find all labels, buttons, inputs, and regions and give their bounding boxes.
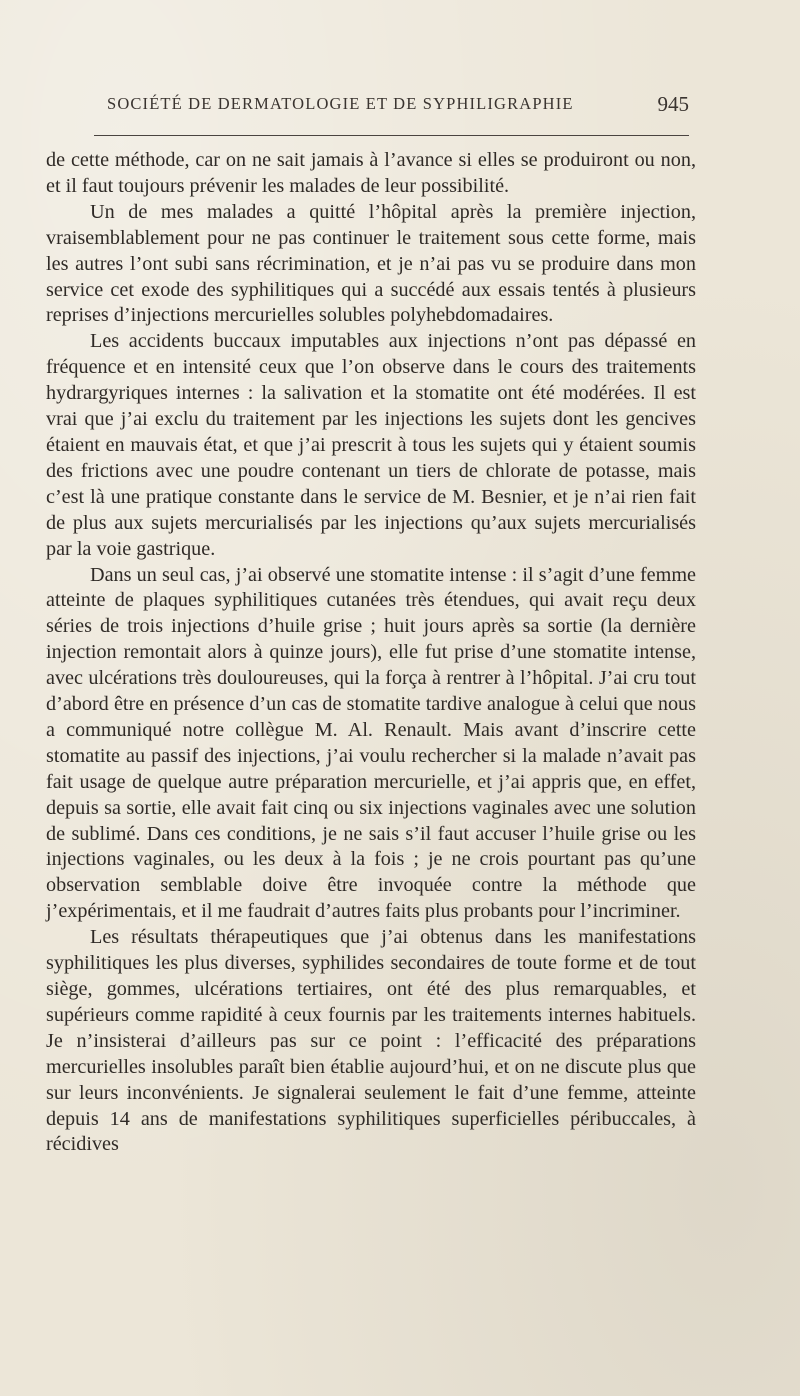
body-text — [46, 148, 696, 1158]
page-number: 945 — [657, 92, 689, 116]
header-rule — [94, 135, 689, 136]
running-head — [107, 94, 689, 120]
running-title: SOCIÉTÉ DE DERMATOLOGIE ET DE SYPHILIGRAPHIE — [107, 94, 574, 113]
paragraph-departures: Un de mes malades a quitté l’hôpital après la première injection, vraisemblablement pour ne pas continuer le traitement sous cette forme, mais les autres l’ont subi sans récrimination, et je n’ai pas vu se produire dans mon service cet exode des syphilitiques qui a succédé aux essais tentés à plusieurs reprises d’injections mercurielles solubles polyhebdomadaires. — [46, 200, 696, 327]
paragraph-therapeutic-results: Les résultats thérapeutiques que j’ai obtenus dans les manifestations syphilitiques les plus diverses, syphilides secondaires de toute forme et de tout siège, gommes, ulcérations tertiaires, ont été des plus remarquables, et supérieurs comme rapidité à ceux fournis par les traitements internes habituels. Je n’insisterai d’ailleurs pas sur ce point : l’efficacité des préparations mercurielles insolubles paraît bien établie aujourd’hui, et on ne discute plus que sur leurs inconvénients. Je signalerai seulement le fait d’une femme, atteinte depuis 14 ans de manifestations syphilitiques superficielles péribuccales, à récidives — [46, 926, 696, 1156]
paragraph-oral-accidents: Les accidents buccaux imputables aux injections n’ont pas dépassé en fréquence et en intensité ceux que l’on observe dans le cours des traitements hydrargyriques internes : la salivation et la stomatite ont été modérées. Il est vrai que j’ai exclu du traitement par les injections les sujets dont les gencives étaient en mauvais état, et que j’ai prescrit à tous les sujets qui y étaient soumis des frictions avec une poudre contenant un tiers de chlorate de potasse, mais c’est là une pratique constante dans le service de M. Besnier, et je n’ai rien fait de plus aux sujets mercurialisés par les injections qu’aux sujets mercurialisés par la voie gastrique. — [46, 330, 696, 560]
paragraph-stomatitis-case: Dans un seul cas, j’ai observé une stomatite intense : il s’agit d’une femme atteinte de plaques syphilitiques cutanées très étendues, qui avait reçu deux séries de trois injections d’huile grise ; huit jours après sa sortie (la dernière injection remontait alors à quinze jours), elle fut prise d’une stomatite intense, avec ulcérations très douloureuses, qui la força à rentrer à l’hôpital. J’ai cru tout d’abord être en présence d’un cas de stomatite tardive analogue à celui que nous a communiqué notre collègue M. Al. Renault. Mais avant d’inscrire cette stomatite au passif des injections, j’ai voulu rechercher si la malade n’avait pas fait usage de quelque autre préparation mercurielle, et j’ai appris que, en effet, depuis sa sortie, elle avait fait cinq ou six injections vaginales avec une solution de sublimé. Dans ces conditions, je ne sais s’il faut accuser l’huile grise ou les injections vaginales, ou les deux à la fois ; je ne crois pourtant pas qu’une observation semblable doive être invoquée contre la méthode que j’expérimentais, et il me faudrait d’autres faits plus probants pour l’incriminer. — [46, 563, 696, 923]
paragraph-continuation: de cette méthode, car on ne sait jamais à l’avance si elles se produiront ou non, et il faut toujours prévenir les malades de leur possibilité. — [46, 149, 696, 197]
